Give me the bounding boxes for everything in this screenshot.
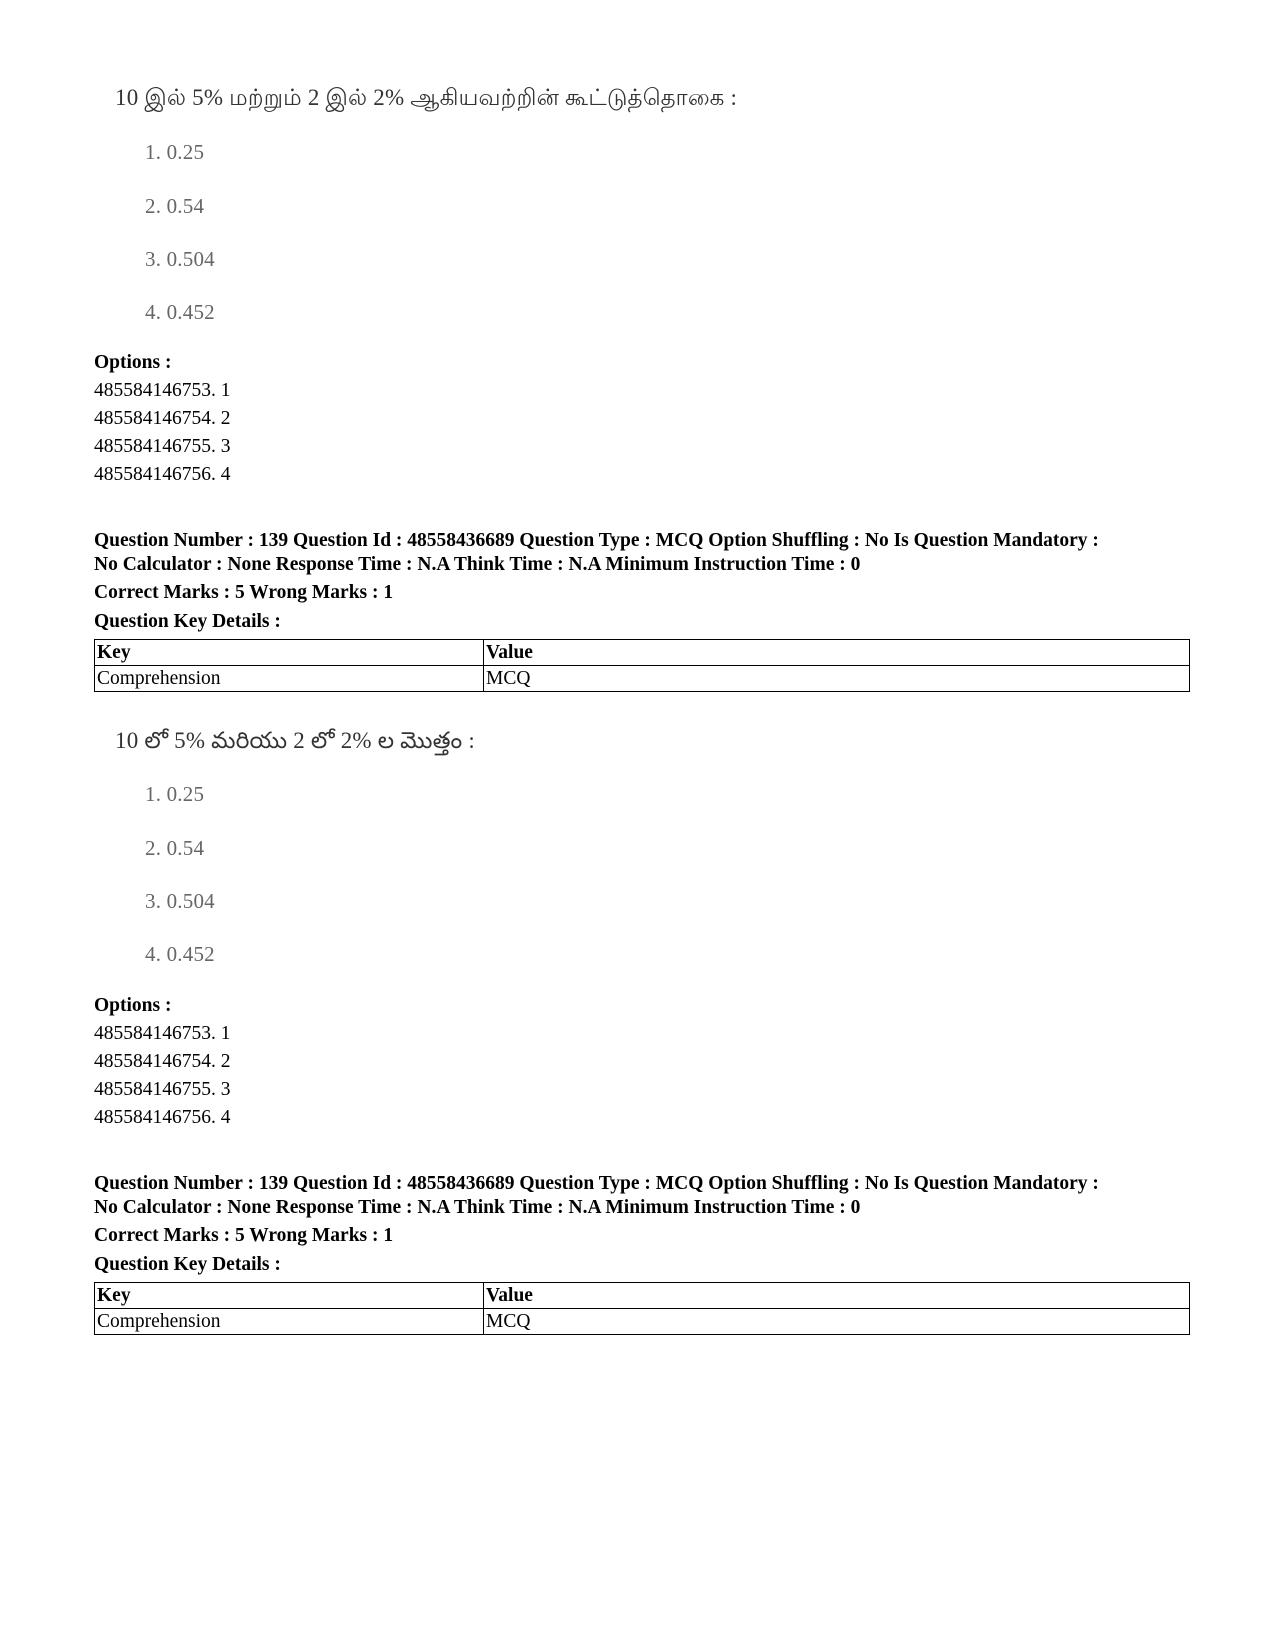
option-item: 485584146756. 4: [94, 1107, 231, 1128]
marks-line: Correct Marks : 5 Wrong Marks : 1: [94, 582, 394, 603]
question-choice: 1. 0.25: [145, 140, 205, 164]
key-details-table: [94, 1282, 1190, 1335]
table-header-key: Key: [95, 1283, 484, 1309]
table-cell-value: MCQ: [484, 666, 1190, 692]
options-label: Options :: [94, 995, 172, 1016]
options-label: Options :: [94, 352, 172, 373]
table-cell-key: Comprehension: [95, 666, 484, 692]
table-header-key: Key: [95, 640, 484, 666]
question-meta-line1: Question Number : 139 Question Id : 48558436689 Question Type : MCQ Option Shuffling : No Is Question Mandatory :: [94, 1173, 1099, 1194]
table-cell-key: Comprehension: [95, 1309, 484, 1335]
table-header-row: [95, 1283, 1190, 1309]
question-choice: 1. 0.25: [145, 782, 205, 806]
option-item: 485584146754. 2: [94, 408, 231, 429]
question-choice: 3. 0.504: [145, 247, 215, 271]
question-choice: 4. 0.452: [145, 300, 215, 324]
option-item: 485584146755. 3: [94, 436, 231, 457]
table-header-value: Value: [484, 1283, 1190, 1309]
question-choice: 2. 0.54: [145, 194, 205, 218]
question-meta-line2: No Calculator : None Response Time : N.A Think Time : N.A Minimum Instruction Time : 0: [94, 1197, 861, 1218]
option-item: 485584146753. 1: [94, 1023, 231, 1044]
key-details-label: Question Key Details :: [94, 611, 281, 632]
option-item: 485584146753. 1: [94, 380, 231, 401]
question-meta-line2: No Calculator : None Response Time : N.A Think Time : N.A Minimum Instruction Time : 0: [94, 554, 861, 575]
option-item: 485584146756. 4: [94, 464, 231, 485]
question-stem: 10 இல் 5% மற்றும் 2 இல் 2% ஆகியவற்றின் கூட்டுத்தொகை :: [115, 85, 738, 110]
marks-line: Correct Marks : 5 Wrong Marks : 1: [94, 1225, 394, 1246]
question-meta-line1: Question Number : 139 Question Id : 48558436689 Question Type : MCQ Option Shuffling : No Is Question Mandatory :: [94, 530, 1099, 551]
question-choice: 4. 0.452: [145, 942, 215, 966]
table-row: [95, 1309, 1190, 1335]
question-stem: 10 లో 5% మరియు 2 లో 2% ల మొత్తం :: [115, 728, 475, 753]
table-header-value: Value: [484, 640, 1190, 666]
question-choice: 2. 0.54: [145, 836, 205, 860]
option-item: 485584146755. 3: [94, 1079, 231, 1100]
question-choice: 3. 0.504: [145, 889, 215, 913]
table-cell-value: MCQ: [484, 1309, 1190, 1335]
key-details-label: Question Key Details :: [94, 1254, 281, 1275]
option-item: 485584146754. 2: [94, 1051, 231, 1072]
